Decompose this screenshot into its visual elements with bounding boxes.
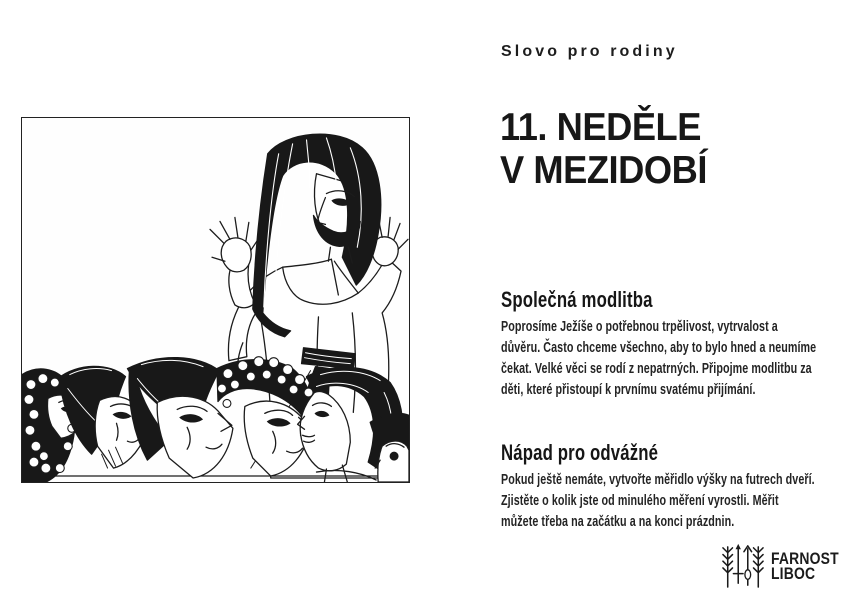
parish-name-line-1: FARNOST xyxy=(771,548,839,568)
section-body: Poprosíme Ježíše o potřebnou trpělivost, vytrvalost a důvěru. Často chceme všechno, aby to bylo hned a neumíme čekat. Velké věci se rodí z nepatrných. Připojme modlitbu za děti, které přistoupí k prvnímu svatému přijímání. xyxy=(501,319,817,398)
section-body: Pokud ještě nemáte, vytvořte měřidlo výšky na futrech dveří. Zjistěte o kolik jste od minulého měření vyrostli. Měřit můžete třeba na začátku a na konci prázdnin. xyxy=(501,472,815,530)
page-title-line-2: V MEZIDOBÍ xyxy=(500,149,707,192)
kicker-text: Slovo pro rodiny xyxy=(501,43,678,60)
page-title xyxy=(500,106,707,192)
illustration-frame xyxy=(21,117,410,483)
section-common-prayer xyxy=(501,286,817,401)
wheat-sword-emblem-icon xyxy=(722,543,764,589)
parish-name xyxy=(771,548,839,583)
footer-logo xyxy=(722,543,850,589)
illustration-jesus-with-children xyxy=(22,118,409,482)
page-title-line-1: 11. NEDĚLE xyxy=(500,106,701,149)
section-idea-for-brave xyxy=(501,439,817,533)
section-heading: Nápad pro odvážné xyxy=(501,440,659,465)
section-heading: Společná modlitba xyxy=(501,287,653,312)
parish-name-line-2: LIBOC xyxy=(771,564,816,583)
